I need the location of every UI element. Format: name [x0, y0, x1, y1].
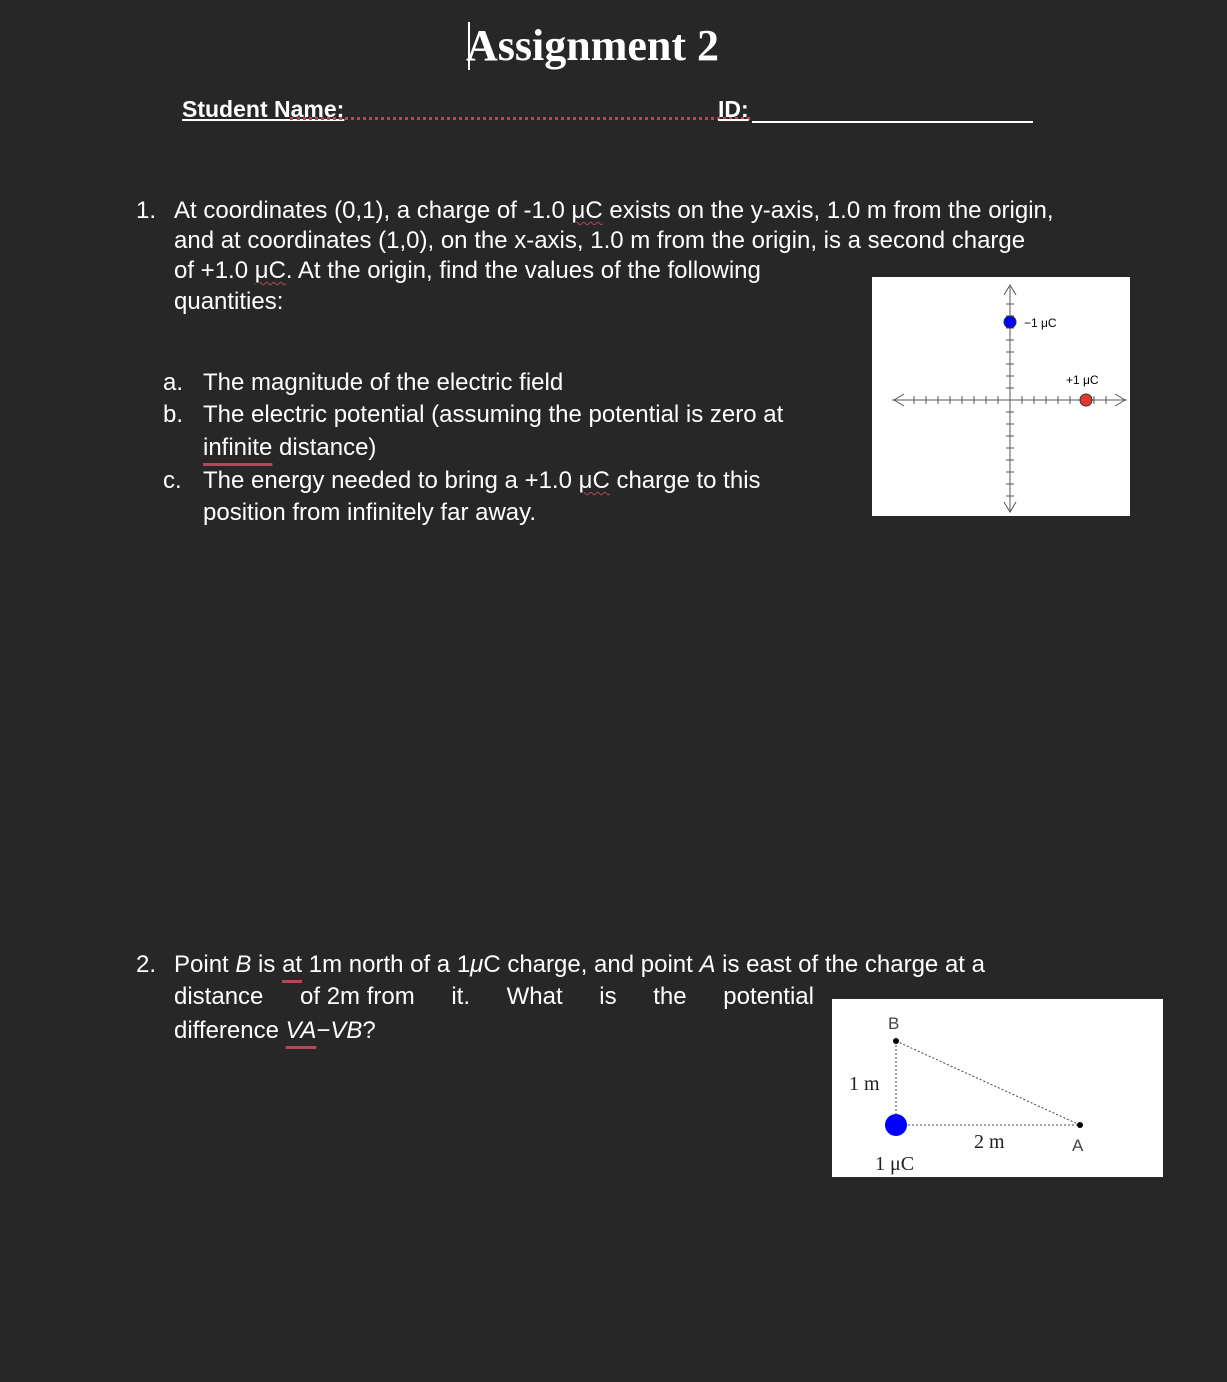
point-b-marker [893, 1038, 899, 1044]
q2-word: it. [451, 983, 471, 1010]
point-a-marker [1077, 1122, 1083, 1128]
negative-charge [1004, 316, 1016, 328]
id-field[interactable] [752, 121, 1033, 123]
question-1-line-2: and at coordinates (1,0), on the x-axis, 1.0 m from the origin, is a second charge [174, 227, 1026, 254]
negative-charge-label: −1 μC [1024, 316, 1057, 330]
part-a-text: The magnitude of the electric field [203, 369, 564, 396]
question-2-line-2 [174, 982, 814, 1013]
q2-line1-text: Point B is at 1m north of a 1μC charge, and point A is east of the charge at a [174, 951, 985, 978]
part-b-letter: b. [163, 401, 184, 428]
part-a-letter: a. [163, 369, 184, 396]
student-name-field[interactable] [290, 117, 750, 120]
part-b-text-line-1: The electric potential (assuming the potential is zero at [203, 401, 784, 428]
q2-word: the [653, 983, 687, 1010]
part-c-letter: c. [163, 467, 182, 494]
student-name-label: Student Name: [182, 96, 345, 122]
question-2-line-1 [174, 950, 1122, 981]
potential-difference-figure [832, 999, 1163, 1177]
q1-line1-text: At coordinates (0,1), a charge of -1.0 μC exists on the y-axis, 1.0 m from the origin, [174, 197, 1054, 224]
question-1-line-1 [174, 196, 1124, 227]
q2-word: is [599, 983, 617, 1010]
part-c-text-line-1: The energy needed to bring a +1.0 μC charge to this [203, 467, 761, 494]
page-title: Assignment 2 [466, 21, 720, 70]
point-a-label: A [1072, 1136, 1084, 1155]
part-c-text-line-2: position from infinitely far away. [203, 499, 537, 526]
triangle-svg [832, 999, 1163, 1177]
q2-word: What [506, 983, 563, 1010]
id-label: ID: [718, 96, 749, 122]
vertical-distance-label: 1 m [849, 1073, 880, 1095]
question-2-line-3: difference VA−VB? [174, 1017, 376, 1044]
charges-axes-figure [872, 277, 1130, 516]
q2-word: of 2m from [300, 983, 415, 1010]
horizontal-distance-label: 2 m [974, 1131, 1005, 1153]
positive-charge [1080, 394, 1092, 406]
hypotenuse-dashed-line [896, 1041, 1080, 1125]
q2-word: potential [723, 983, 814, 1010]
question-1-number: 1. [136, 197, 157, 224]
charges-axes-svg [872, 277, 1130, 516]
point-charge [885, 1114, 907, 1136]
point-b-label: B [888, 1014, 900, 1033]
charge-label: 1 μC [875, 1153, 915, 1175]
question-2-number: 2. [136, 951, 157, 978]
question-1-line-3: of +1.0 μC. At the origin, find the values of the following [174, 257, 761, 284]
q2-word: distance [174, 983, 264, 1010]
part-b-text-line-2: infinite distance) [203, 434, 377, 461]
positive-charge-label: +1 μC [1066, 373, 1099, 387]
question-1-line-4: quantities: [174, 288, 284, 315]
